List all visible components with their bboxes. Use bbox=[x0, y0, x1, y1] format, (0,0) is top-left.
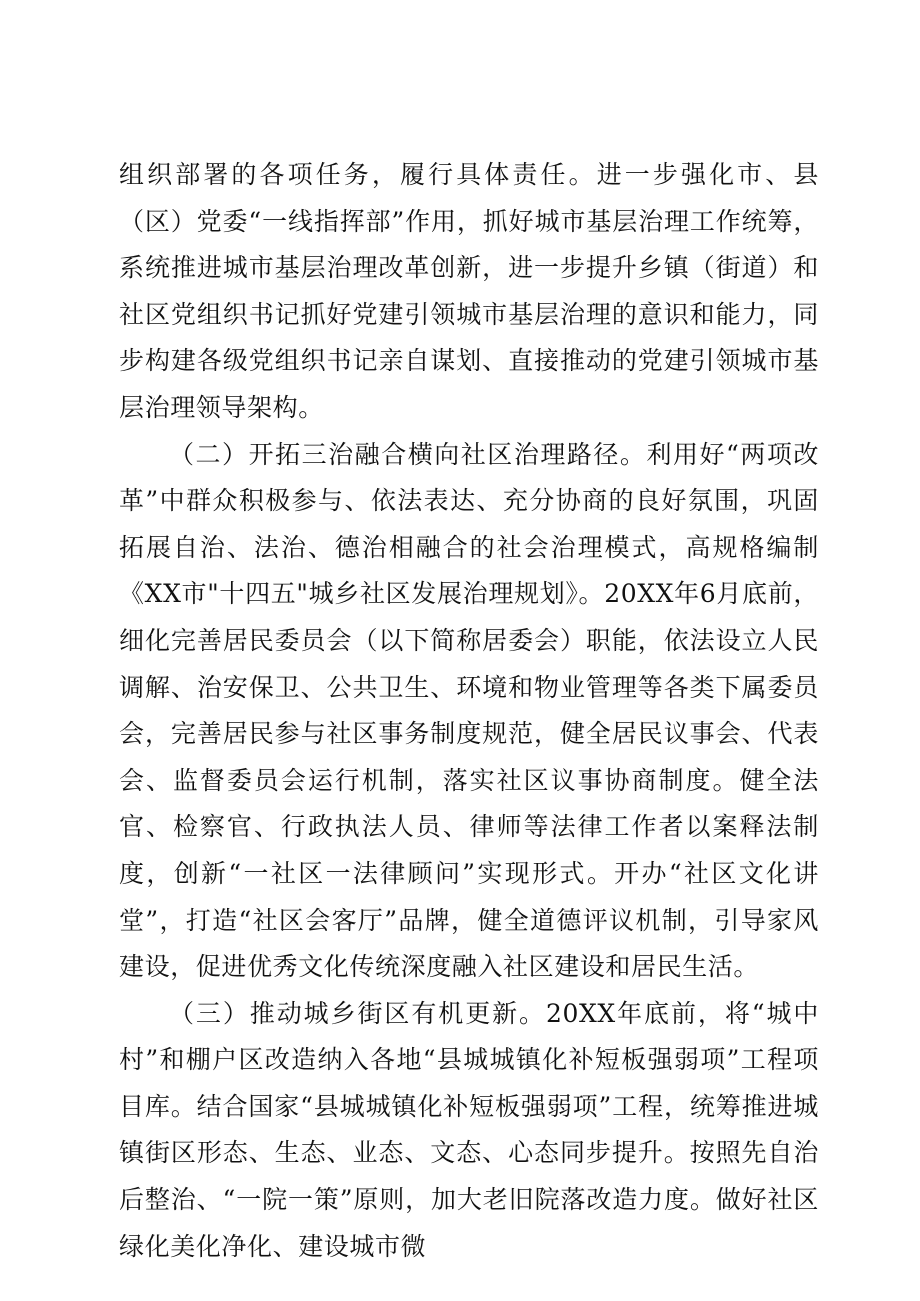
body-text bbox=[119, 152, 819, 1270]
paragraph-continued: 组织部署的各项任务，履行具体责任。进一步强化市、县（区）党委“一线指挥部”作用，抓好城市基层治理工作统筹，系统推进城市基层治理改革创新，进一步提升乡镇（街道）和社区党组织书记抓好党建引领城市基层治理的意识和能力，同步构建各级党组织书记亲自谋划、直接推动的党建引领城市基层治理领导架构。 bbox=[119, 160, 819, 422]
paragraph-section-three: （三）推动城乡街区有机更新。20XX年底前，将“城中村”和棚户区改造纳入各地“县城城镇化补短板强弱项”工程项目库。结合国家“县城城镇化补短板强弱项”工程，统筹推进城镇街区形态、生态、业态、文态、心态同步提升。按照先自治后整治、“一院一策”原则，加大老旧院落改造力度。做好社区绿化美化净化、建设城市微 bbox=[119, 998, 819, 1261]
paragraph-section-two: （二）开拓三治融合横向社区治理路径。利用好“两项改革”中群众积极参与、依法表达、充分协商的良好氛围，巩固拓展自治、法治、德治相融合的社会治理模式，高规格编制《XX市"十四五"城乡社区发展治理规划》。20XX年6月底前，细化完善居民委员会（以下简称居委会）职能，依法设立人民调解、治安保卫、公共卫生、环境和物业管理等各类下属委员会，完善居民参与社区事务制度规范，健全居民议事会、代表会、监督委员会运行机制，落实社区议事协商制度。健全法官、检察官、行政执法人员、律师等法律工作者以案释法制度，创新“一社区一法律顾问”实现形式。开办“社区文化讲堂”，打造“社区会客厅”品牌，健全道德评议机制，引导家风建设，促进优秀文化传统深度融入社区建设和居民生活。 bbox=[119, 439, 819, 982]
